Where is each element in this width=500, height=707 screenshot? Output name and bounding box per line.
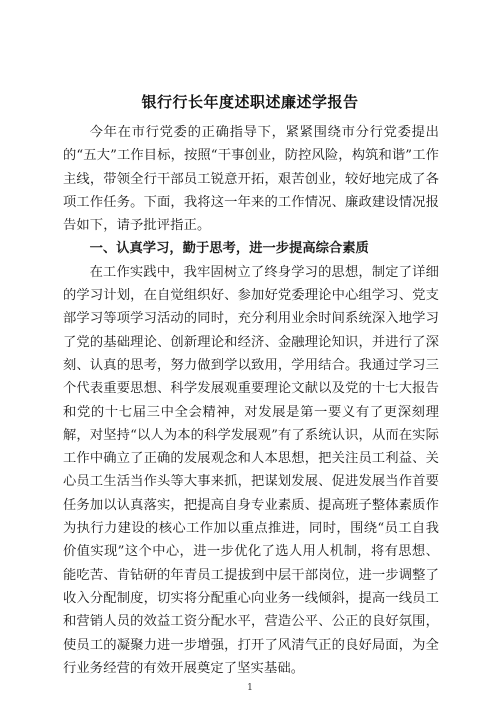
section-heading: 一、认真学习，勤于思考，进一步提高综合素质 — [89, 241, 369, 257]
intro-paragraph: 今年在市行党委的正确指导下，紧紧围绕市分行党委提出的“五大”工作目标，按照“干事创业，防控风险，构筑和谐”工作主线，带领全行干部员工锐意开拓，艰苦创业，较好地完成了各项工作任务。下面，我将这一年来的工作情况、廉政建设情况报告如下，请予批评指正。 — [63, 125, 439, 234]
page-number: 1 — [247, 683, 253, 693]
section-paragraph: 在工作实践中，我牢固树立了终身学习的思想，制定了详细的学习计划，在自觉组织好、参加好党委理论中心组学习、党支部学习等项学习活动的同时，充分利用业余时间系统深入地学习了党的基础理论、创新理论和经济、金融理论知识，并进行了深刻、认真的思考，努力做到学以致用，学用结合。我通过学习三个代表重要思想、科学发展观重要理论文献以及党的十七大报告和党的十七届三中全会精神，对发展是第一要义有了更深刻理解，对坚持“以人为本的科学发展观”有了系统认识，从而在实际工作中确立了正确的发展观念和人本思想，把关注员工利益、关心员工生活当作头等大事来抓，把谋划发展、促进发展当作首要任务加以认真落实，把提高自身专业素质、提高班子整体素质作为执行力建设的核心工作加以重点推进，同时，围绕“员工自我价值实现”这个中心，进一步优化了选人用人机制，将有思想、能吃苦、肯钻研的年青员工提拔到中层干部岗位，进一步调整了收入分配制度，切实将分配重心向业务一线倾斜，提高一线员工和营销人员的效益工资分配水平，营造公平、公正的良好氛围，使员工的凝聚力进一步增强，打开了风清气正的良好局面，为全行业务经营的有效开展奠定了坚实基础。 — [63, 264, 439, 676]
document-body — [63, 121, 439, 680]
document-title: 银行行长年度述职述廉述学报告 — [141, 93, 359, 111]
